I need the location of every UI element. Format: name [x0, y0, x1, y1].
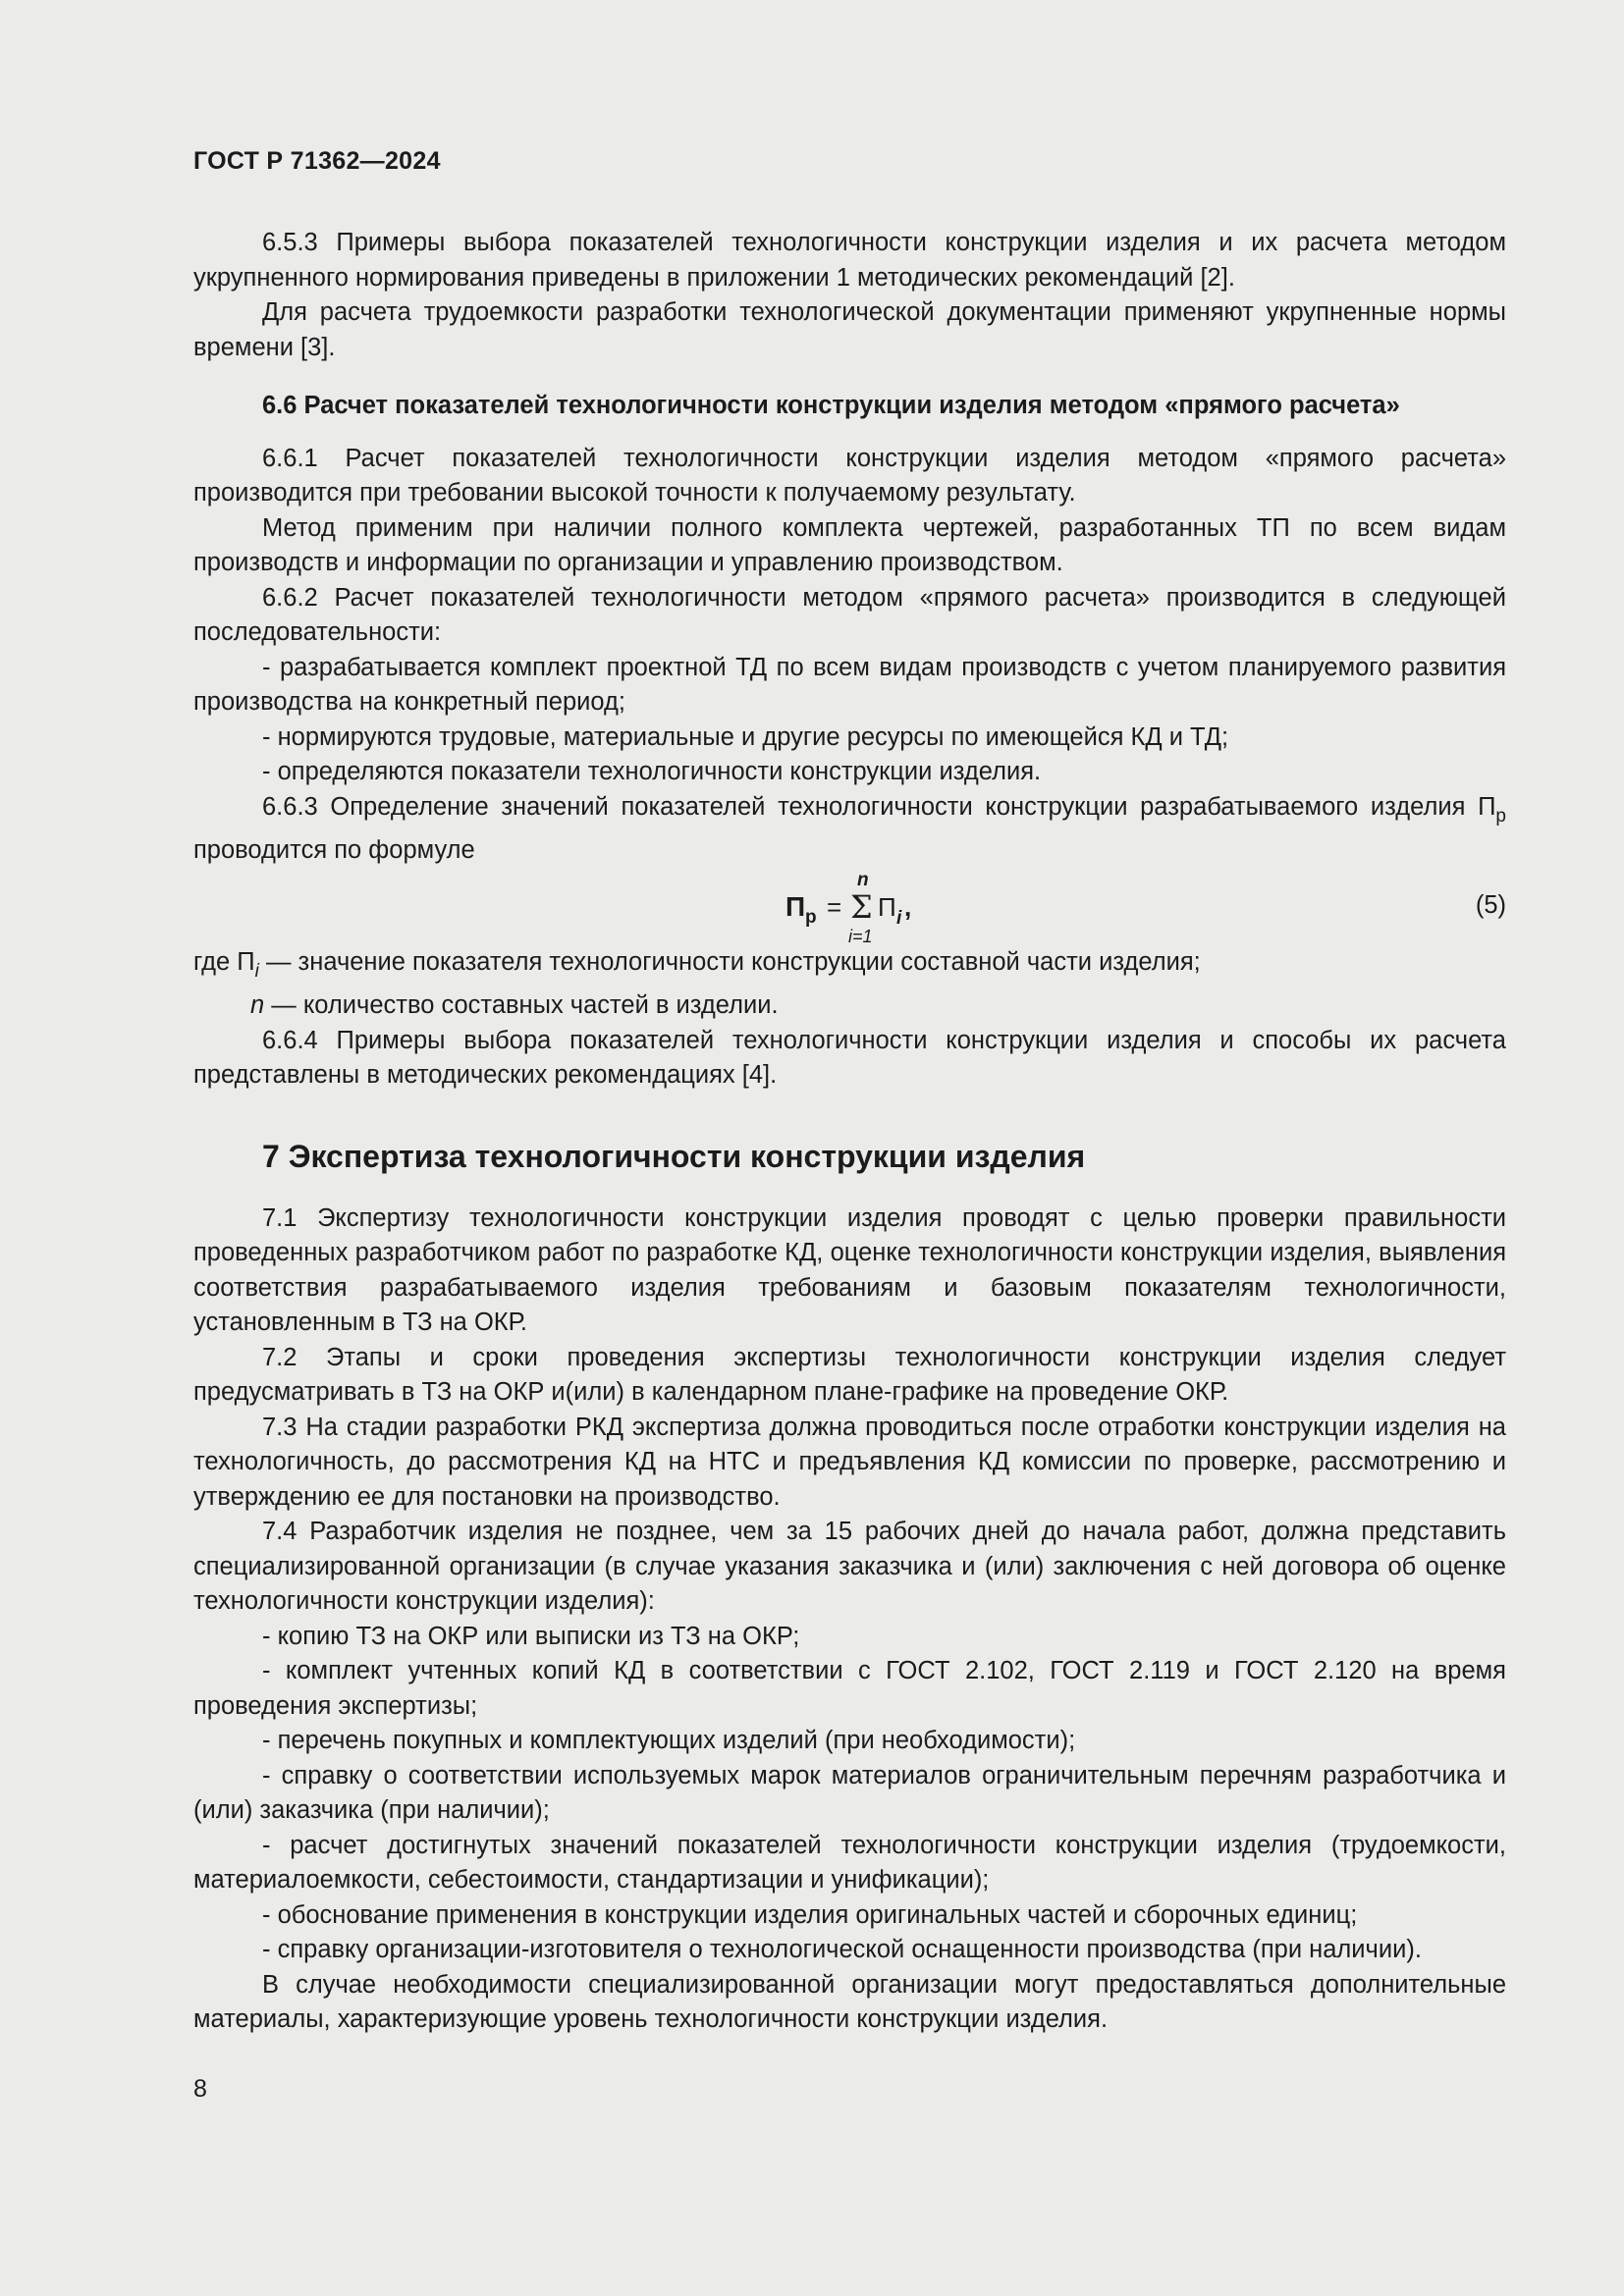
formula-equals: =	[827, 891, 842, 922]
subsection-heading-6-6: 6.6 Расчет показателей технологичности конструкции изделия методом «прямого расчета»	[262, 392, 1400, 419]
paragraph-6-6-2: 6.6.2 Расчет показателей технологичности методом «прямого расчета» производится в следующей последовательности:	[193, 583, 1506, 646]
formula-lhs-sub: р	[805, 906, 817, 928]
where-prefix: где П	[193, 947, 255, 976]
formula-comma: ,	[904, 891, 912, 922]
list-item: - разрабатывается комплект проектной ТД по всем видам производств с учетом планируемого развития производства на конкретный период;	[193, 653, 1506, 716]
paragraph-7-3: 7.3 На стадии разработки РКД экспертиза должна проводиться после отработки конструкции изделия на технологичность, до рассмотрения КД на НТС и предъявления КД комиссии по проверке, рассмотрению и утверждению ее для постановки на производство.	[193, 1413, 1506, 1511]
page-number: 8	[193, 2075, 207, 2103]
formula-term-sub: i	[896, 907, 902, 929]
where-variable: n	[250, 991, 265, 1019]
paragraph-7-1: 7.1 Экспертизу технологичности конструкции изделия проводят с целью проверки правильности проведенных разработчиком работ по разработке КД, оценке технологичности конструкции изделия, выявления соответствия разрабатываемого изделия требованиям и базовым показателям технологичности, установленным в ТЗ на ОКР.	[193, 1203, 1506, 1336]
paragraph-6-6-1: 6.6.1 Расчет показателей технологичности конструкции изделия методом «прямого расчета» производится при требовании высокой точности к получаемому результату.	[193, 444, 1506, 507]
paragraph-6-5-3-b: Для расчета трудоемкости разработки технологической документации применяют укрупненные нормы времени [3].	[193, 298, 1506, 361]
where-text: — количество составных частей в изделии.	[264, 991, 779, 1019]
paragraph-6-6-3	[193, 790, 1506, 869]
paragraph-6-6-4: 6.6.4 Примеры выбора показателей технологичности конструкции изделия и способы их расчета представлены в методических рекомендациях [4].	[193, 1026, 1506, 1089]
formula-sigma: Σ	[850, 887, 873, 926]
paragraph-6-5-3: 6.5.3 Примеры выбора показателей технологичности конструкции изделия и их расчета методом укрупненного нормирования приведены в приложении 1 методических рекомендаций [2].	[193, 229, 1506, 292]
formula-lhs: П	[785, 890, 806, 922]
list-item: - обоснование применения в конструкции изделия оригинальных частей и сборочных единиц;	[262, 1900, 1358, 1929]
list-item: - расчет достигнутых значений показателей технологичности конструкции изделия (трудоемкости, материалоемкости, себестоимости, стандартизации и унификации);	[193, 1831, 1506, 1894]
list-item: - перечень покупных и комплектующих изделий (при необходимости);	[262, 1727, 1076, 1754]
where-text: — значение показателя технологичности конструкции составной части изделия;	[258, 947, 1201, 976]
formula-5	[785, 869, 933, 945]
document-header: ГОСТ Р 71362—2024	[193, 147, 441, 175]
paragraph-7-2: 7.2 Этапы и сроки проведения экспертизы технологичности конструкции изделия следует предусматривать в ТЗ на ОКР и(или) в календарном плане-графике на проведение ОКР.	[193, 1343, 1506, 1406]
list-item: - копию ТЗ на ОКР или выписки из ТЗ на ОКР;	[262, 1622, 800, 1650]
subscript: р	[1495, 805, 1506, 827]
formula-sum-bottom: i=1	[848, 926, 873, 945]
paragraph-6-6-3-text: 6.6.3 Определение значений показателей технологичности конструкции разрабатываемого изделия П	[262, 792, 1496, 821]
list-item: - справку о соответствии используемых марок материалов ограничительным перечням разработчика и (или) заказчика (при наличии);	[193, 1761, 1506, 1824]
paragraph-6-6-1-b: Метод применим при наличии полного комплекта чертежей, разработанных ТП по всем видам производств и информации по организации и управлению производством.	[193, 513, 1506, 576]
page-content	[193, 226, 1506, 2038]
paragraph-7-4-end: В случае необходимости специализированной организации могут предоставляться дополнительные материалы, характеризующие уровень технологичности конструкции изделия.	[193, 1970, 1506, 2033]
where-clause-1	[193, 945, 1506, 989]
list-item: - комплект учтенных копий КД в соответствии с ГОСТ 2.102, ГОСТ 2.119 и ГОСТ 2.120 на время проведения экспертизы;	[193, 1657, 1506, 1720]
subscript: i	[254, 960, 259, 982]
where-clause-2	[193, 988, 1506, 1024]
list-item: - справку организации-изготовителя о технологической оснащенности производства (при наличии).	[262, 1936, 1422, 1963]
formula-row	[193, 869, 1506, 945]
paragraph-6-6-3-tail: проводится по формуле	[193, 836, 475, 864]
list-item: - нормируются трудовые, материальные и другие ресурсы по имеющейся КД и ТД;	[262, 722, 1229, 751]
paragraph-7-4: 7.4 Разработчик изделия не позднее, чем за 15 рабочих дней до начала работ, должна представить специализированной организации (в случае указания заказчика и (или) заключения с ней договора об оценке технологичности конструкции изделия):	[193, 1518, 1506, 1615]
formula-number: (5)	[1475, 890, 1506, 919]
formula-term: П	[878, 891, 896, 922]
list-item: - определяются показатели технологичности конструкции изделия.	[262, 758, 1042, 785]
section-heading-7: 7 Экспертиза технологичности конструкции изделия	[262, 1138, 1086, 1174]
formula-sum-top: n	[857, 869, 869, 890]
